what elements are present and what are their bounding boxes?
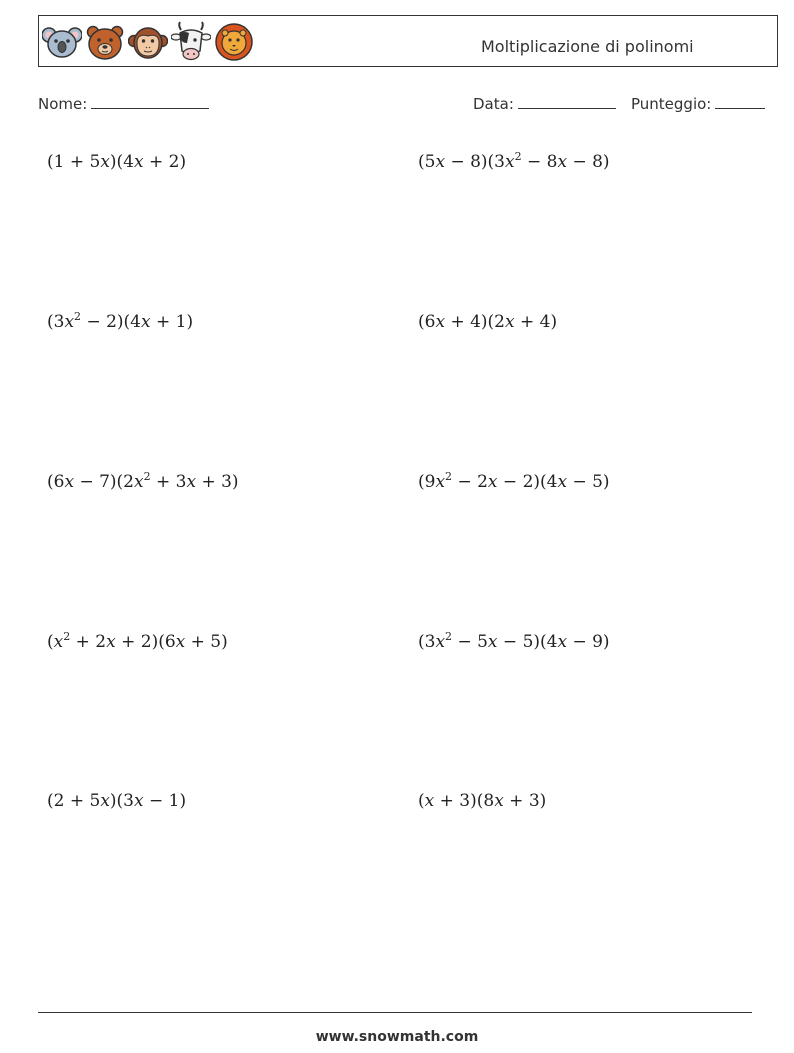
variable: x	[186, 472, 197, 492]
cow-icon	[171, 21, 211, 63]
problem-3	[47, 312, 193, 332]
term-text: (9	[418, 472, 436, 492]
exponent: 2	[445, 470, 453, 483]
variable: x	[435, 632, 446, 652]
date-field	[473, 93, 616, 113]
variable: x	[505, 312, 515, 332]
animal-icons	[42, 21, 254, 63]
variable: x	[100, 791, 110, 811]
term-text: − 9)	[567, 632, 610, 652]
variable: x	[134, 152, 144, 172]
term-text: − 8)(3	[445, 152, 505, 172]
term-text: − 8	[521, 152, 558, 172]
date-blank[interactable]	[518, 93, 616, 109]
term-text: (6	[418, 312, 436, 332]
lion-icon	[214, 21, 254, 63]
term-text: + 3)(8	[434, 791, 495, 811]
term-text: )(4	[109, 152, 135, 172]
term-text: + 2)	[143, 152, 187, 172]
variable: x	[100, 152, 110, 172]
term-text: + 1)	[150, 312, 194, 332]
worksheet-title: Moltiplicazione di polinomi	[481, 37, 694, 56]
variable: x	[64, 472, 75, 492]
variable: x	[134, 472, 144, 492]
term-text: + 2	[70, 632, 107, 652]
problem-4	[418, 312, 557, 332]
footer-divider	[38, 1012, 752, 1013]
variable: x	[435, 312, 446, 332]
term-text: + 4)	[514, 312, 558, 332]
variable: x	[175, 632, 186, 652]
score-label: Punteggio:	[631, 95, 712, 113]
monkey-icon	[128, 21, 168, 63]
term-text: (6	[47, 472, 65, 492]
problem-7	[47, 632, 228, 652]
term-text: − 2	[452, 472, 488, 492]
problem-2	[418, 152, 610, 172]
koala-icon	[42, 21, 82, 63]
variable: x	[557, 472, 568, 492]
term-text: + 4)(2	[445, 312, 505, 332]
name-blank[interactable]	[91, 93, 209, 109]
term-text: − 8)	[567, 152, 610, 172]
variable: x	[505, 152, 515, 172]
exponent: 2	[63, 630, 71, 643]
variable: x	[557, 632, 568, 652]
term-text: − 5	[452, 632, 488, 652]
variable: x	[53, 632, 64, 652]
term-text: (5	[418, 152, 436, 172]
term-text: − 5)(4	[497, 632, 558, 652]
variable: x	[424, 791, 435, 811]
variable: x	[64, 312, 75, 332]
term-text: (2 + 5	[47, 791, 101, 811]
term-text: − 7)(2	[74, 472, 134, 492]
problem-6	[418, 472, 610, 492]
score-field	[631, 93, 765, 113]
variable: x	[141, 312, 151, 332]
name-label: Nome:	[38, 95, 88, 113]
term-text: − 2)(4	[81, 312, 141, 332]
term-text: (3	[418, 632, 436, 652]
variable: x	[557, 152, 568, 172]
term-text: (	[418, 791, 425, 811]
problem-9	[47, 791, 186, 811]
variable: x	[435, 472, 446, 492]
problem-5	[47, 472, 239, 492]
term-text: (	[47, 632, 54, 652]
term-text: + 3)	[503, 791, 547, 811]
exponent: 2	[143, 470, 151, 483]
problem-8	[418, 632, 610, 652]
exponent: 2	[445, 630, 453, 643]
term-text: + 3)	[196, 472, 239, 492]
term-text: − 5)	[567, 472, 610, 492]
footer-url: www.snowmath.com	[315, 1029, 479, 1045]
term-text: )(3	[109, 791, 135, 811]
score-blank[interactable]	[715, 93, 765, 109]
header-box	[38, 15, 778, 67]
term-text: (1 + 5	[47, 152, 101, 172]
term-text: + 3	[150, 472, 187, 492]
bear-icon	[85, 21, 125, 63]
variable: x	[494, 791, 504, 811]
variable: x	[435, 152, 446, 172]
term-text: (3	[47, 312, 65, 332]
problem-1	[47, 152, 186, 172]
name-field	[38, 93, 209, 113]
exponent: 2	[514, 150, 522, 163]
variable: x	[106, 632, 116, 652]
term-text: + 2)(6	[115, 632, 176, 652]
term-text: + 5)	[185, 632, 228, 652]
variable: x	[134, 791, 144, 811]
term-text: − 1)	[143, 791, 187, 811]
variable: x	[487, 472, 498, 492]
exponent: 2	[74, 310, 82, 323]
date-label: Data:	[473, 95, 514, 113]
term-text: − 2)(4	[497, 472, 558, 492]
problem-10	[418, 791, 546, 811]
variable: x	[487, 632, 498, 652]
